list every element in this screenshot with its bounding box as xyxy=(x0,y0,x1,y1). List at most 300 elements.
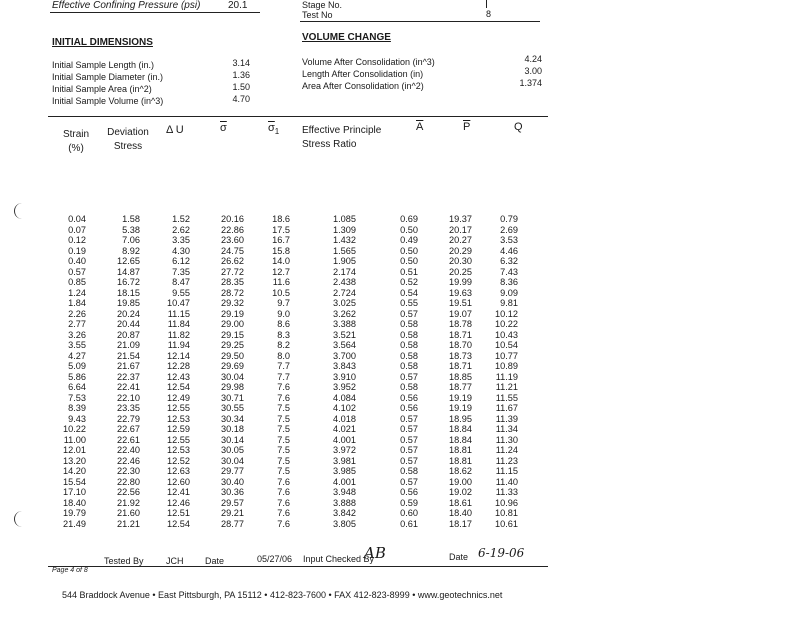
cell-p: 18.61 xyxy=(449,497,472,508)
cell-p: 20.30 xyxy=(449,256,472,266)
cell-stress-ratio: 1.905 xyxy=(333,256,356,266)
cell-strain: 1.84 xyxy=(68,298,86,308)
cell-sigma1: 7.6 xyxy=(277,497,290,508)
test-value: 8 xyxy=(486,9,492,19)
cell-stress-ratio: 4.084 xyxy=(333,392,356,403)
cell-a: 0.56 xyxy=(400,487,418,497)
cell-delta-u: 11.84 xyxy=(167,319,190,329)
cell-strain: 18.40 xyxy=(63,497,86,508)
cell-delta-u: 12.55 xyxy=(167,434,190,445)
cell-q: 9.81 xyxy=(500,298,518,308)
cell-sigma: 23.60 xyxy=(221,235,244,245)
col-strain-label: Strain xyxy=(62,129,90,140)
cell-q: 11.39 xyxy=(495,413,518,424)
cell-deviation-stress: 23.35 xyxy=(117,403,140,413)
cell-stress-ratio: 3.388 xyxy=(333,319,356,329)
table-row xyxy=(48,319,518,330)
cell-deviation-stress: 21.67 xyxy=(117,361,140,371)
cell-p: 18.84 xyxy=(449,434,472,445)
cell-sigma: 28.77 xyxy=(221,518,244,529)
col-stress-ratio-label: Effective Principle xyxy=(302,125,382,136)
cell-deviation-stress: 12.65 xyxy=(117,256,140,266)
cell-stress-ratio: 3.981 xyxy=(333,455,356,466)
area-after-value: 1.374 xyxy=(519,78,542,88)
col-sigma1 xyxy=(268,122,279,136)
cell-a: 0.57 xyxy=(400,371,418,382)
volume-change-values xyxy=(500,53,542,89)
initial-area-value: 1.50 xyxy=(232,82,250,92)
col-deviation xyxy=(100,127,156,152)
cell-sigma1: 12.7 xyxy=(272,266,290,277)
cell-delta-u: 12.53 xyxy=(167,413,190,424)
cell-p: 19.19 xyxy=(449,403,472,413)
cell-delta-u: 11.94 xyxy=(167,340,190,350)
cell-stress-ratio: 1.565 xyxy=(333,245,356,256)
cell-sigma1: 11.6 xyxy=(272,277,290,287)
cell-a: 0.56 xyxy=(400,403,418,413)
initial-diameter-label: Initial Sample Diameter (in.) xyxy=(52,72,164,82)
cell-q: 11.30 xyxy=(495,434,518,445)
cell-delta-u: 12.52 xyxy=(167,455,190,466)
cell-sigma: 20.16 xyxy=(221,214,244,224)
cell-a: 0.58 xyxy=(400,329,418,340)
cell-delta-u: 6.12 xyxy=(172,256,190,266)
cell-delta-u: 12.60 xyxy=(167,476,190,487)
cell-p: 18.84 xyxy=(449,424,472,434)
cell-sigma1: 10.5 xyxy=(272,287,290,298)
cell-a: 0.50 xyxy=(400,245,418,256)
cell-q: 10.89 xyxy=(495,361,518,371)
cell-p: 18.81 xyxy=(449,455,472,466)
header-divider-2 xyxy=(300,21,540,22)
col-delta-u: Δ U xyxy=(166,124,184,136)
cell-sigma1: 7.5 xyxy=(277,434,290,445)
cell-deviation-stress: 22.56 xyxy=(117,487,140,497)
cell-q: 11.67 xyxy=(495,403,518,413)
table-row xyxy=(48,246,518,257)
initial-length-label: Initial Sample Length (in.) xyxy=(52,60,155,70)
cell-a: 0.57 xyxy=(400,455,418,466)
footer-rule xyxy=(48,566,548,567)
cell-sigma: 29.57 xyxy=(221,497,244,508)
cell-a: 0.51 xyxy=(400,266,418,277)
cell-strain: 17.10 xyxy=(63,487,86,497)
cell-q: 3.53 xyxy=(500,235,518,245)
cell-q: 6.32 xyxy=(500,256,518,266)
cell-a: 0.58 xyxy=(400,340,418,350)
cell-q: 10.96 xyxy=(495,497,518,508)
col-stress-ratio xyxy=(302,124,381,152)
cell-a: 0.58 xyxy=(400,361,418,371)
table-row xyxy=(48,214,518,225)
volume-after-value: 4.24 xyxy=(524,54,542,64)
cell-q: 11.34 xyxy=(495,424,518,434)
cell-q: 8.36 xyxy=(500,277,518,287)
punch-hole-bottom xyxy=(14,511,22,527)
cell-strain: 15.54 xyxy=(63,476,86,487)
initial-dimensions-labels xyxy=(52,59,163,107)
cell-sigma1: 7.5 xyxy=(277,455,290,466)
cell-p: 18.81 xyxy=(449,445,472,455)
cell-sigma: 29.00 xyxy=(221,319,244,329)
cell-stress-ratio: 3.972 xyxy=(333,445,356,455)
input-checked-label: Input Checked By xyxy=(303,554,375,564)
cell-sigma: 30.04 xyxy=(221,455,244,466)
table-row xyxy=(48,288,518,299)
cell-deviation-stress: 21.60 xyxy=(117,508,140,518)
col-p: $\overline{P}$ xyxy=(463,121,471,133)
tested-by-label: Tested By xyxy=(104,556,144,566)
table-row xyxy=(48,298,518,309)
cell-deviation-stress: 20.87 xyxy=(117,329,140,340)
cell-q: 9.09 xyxy=(500,287,518,298)
cell-delta-u: 12.49 xyxy=(167,392,190,403)
table-row xyxy=(48,466,518,477)
cell-delta-u: 12.41 xyxy=(167,487,190,497)
col-deviation-label-2: Stress xyxy=(113,141,143,152)
volume-after-label: Volume After Consolidation (in^3) xyxy=(302,57,435,67)
cell-a: 0.58 xyxy=(400,382,418,392)
cell-deviation-stress: 19.85 xyxy=(117,298,140,308)
table-row xyxy=(48,456,518,467)
cell-delta-u: 12.54 xyxy=(167,518,190,529)
stage-label: Stage No. xyxy=(302,0,343,10)
cell-delta-u: 12.63 xyxy=(167,466,190,476)
cell-sigma1: 7.5 xyxy=(277,466,290,476)
cell-strain: 8.39 xyxy=(68,403,86,413)
cell-q: 11.15 xyxy=(495,466,518,476)
cell-a: 0.49 xyxy=(400,235,418,245)
punch-hole-top xyxy=(14,203,22,219)
cell-a: 0.57 xyxy=(400,434,418,445)
cell-a: 0.57 xyxy=(400,413,418,424)
initial-volume-label: Initial Sample Volume (in^3) xyxy=(52,96,164,106)
table-row xyxy=(48,498,518,509)
cell-p: 18.71 xyxy=(449,361,472,371)
cell-p: 18.70 xyxy=(449,340,472,350)
initial-volume-value: 4.70 xyxy=(232,94,250,104)
cell-p: 18.73 xyxy=(449,350,472,361)
cell-a: 0.57 xyxy=(400,445,418,455)
cell-sigma: 24.75 xyxy=(221,245,244,256)
cell-deviation-stress: 16.72 xyxy=(117,277,140,287)
col-strain-unit: (%) xyxy=(68,143,84,154)
cell-sigma: 29.15 xyxy=(221,329,244,340)
cell-sigma: 29.77 xyxy=(221,466,244,476)
cell-q: 10.61 xyxy=(495,518,518,529)
cell-stress-ratio: 2.724 xyxy=(333,287,356,298)
cell-strain: 13.20 xyxy=(63,455,86,466)
initial-diameter-value: 1.36 xyxy=(232,70,250,80)
cell-q: 10.81 xyxy=(495,508,518,518)
cell-sigma1: 17.5 xyxy=(272,224,290,235)
table-row xyxy=(48,519,518,530)
cell-a: 0.56 xyxy=(400,392,418,403)
cell-q: 11.55 xyxy=(495,392,518,403)
cell-sigma1: 16.7 xyxy=(272,235,290,245)
cell-strain: 0.12 xyxy=(68,235,86,245)
cell-q: 10.22 xyxy=(495,319,518,329)
cell-delta-u: 12.28 xyxy=(167,361,190,371)
cell-strain: 7.53 xyxy=(68,392,86,403)
cell-deviation-stress: 22.67 xyxy=(117,424,140,434)
header-tick xyxy=(486,0,487,8)
cell-strain: 0.57 xyxy=(68,266,86,277)
cell-sigma1: 9.7 xyxy=(277,298,290,308)
cell-sigma1: 7.5 xyxy=(277,424,290,434)
cell-p: 19.02 xyxy=(449,487,472,497)
cell-deviation-stress: 20.24 xyxy=(117,308,140,319)
cell-a: 0.61 xyxy=(400,518,418,529)
cell-a: 0.50 xyxy=(400,224,418,235)
cell-strain: 0.40 xyxy=(68,256,86,266)
cell-p: 20.17 xyxy=(449,224,472,235)
cell-sigma1: 7.5 xyxy=(277,445,290,455)
cell-strain: 0.85 xyxy=(68,277,86,287)
cell-strain: 5.09 xyxy=(68,361,86,371)
cell-sigma: 30.55 xyxy=(221,403,244,413)
cell-deviation-stress: 1.58 xyxy=(122,214,140,224)
cell-sigma: 29.19 xyxy=(221,308,244,319)
cell-strain: 21.49 xyxy=(63,518,86,529)
cell-sigma: 30.40 xyxy=(221,476,244,487)
cell-p: 20.29 xyxy=(449,245,472,256)
cell-a: 0.58 xyxy=(400,350,418,361)
cell-q: 11.21 xyxy=(495,382,518,392)
tested-by-value: JCH xyxy=(166,556,184,566)
cell-sigma: 29.32 xyxy=(221,298,244,308)
cell-p: 18.95 xyxy=(449,413,472,424)
cell-delta-u: 12.54 xyxy=(167,382,190,392)
cell-stress-ratio: 1.432 xyxy=(333,235,356,245)
cell-stress-ratio: 3.985 xyxy=(333,466,356,476)
cell-sigma: 30.34 xyxy=(221,413,244,424)
cell-a: 0.58 xyxy=(400,319,418,329)
volume-change-labels xyxy=(302,56,435,92)
results-table xyxy=(48,214,518,529)
header-divider xyxy=(50,12,260,13)
cell-strain: 4.27 xyxy=(68,350,86,361)
table-row xyxy=(48,351,518,362)
cell-sigma1: 7.5 xyxy=(277,403,290,413)
cell-strain: 0.07 xyxy=(68,224,86,235)
cell-stress-ratio: 3.888 xyxy=(333,497,356,508)
cell-p: 18.62 xyxy=(449,466,472,476)
confining-pressure-label: Effective Confining Pressure (psi) xyxy=(52,0,201,11)
cell-strain: 5.86 xyxy=(68,371,86,382)
cell-p: 19.07 xyxy=(449,308,472,319)
cell-sigma: 30.05 xyxy=(221,445,244,455)
cell-p: 19.37 xyxy=(449,214,472,224)
cell-delta-u: 4.30 xyxy=(172,245,190,256)
cell-p: 18.71 xyxy=(449,329,472,340)
cell-sigma1: 8.2 xyxy=(277,340,290,350)
cell-strain: 9.43 xyxy=(68,413,86,424)
cell-strain: 0.04 xyxy=(68,214,86,224)
cell-q: 4.46 xyxy=(500,245,518,256)
cell-delta-u: 1.52 xyxy=(172,214,190,224)
cell-stress-ratio: 2.438 xyxy=(333,277,356,287)
initial-length-value: 3.14 xyxy=(232,58,250,68)
cell-p: 18.78 xyxy=(449,319,472,329)
cell-stress-ratio: 2.174 xyxy=(333,266,356,277)
cell-strain: 11.00 xyxy=(63,434,86,445)
cell-q: 11.40 xyxy=(495,476,518,487)
cell-sigma1: 8.6 xyxy=(277,319,290,329)
cell-stress-ratio: 1.309 xyxy=(333,224,356,235)
cell-deviation-stress: 21.54 xyxy=(117,350,140,361)
cell-p: 19.00 xyxy=(449,476,472,487)
col-deviation-label: Deviation xyxy=(107,127,149,138)
cell-delta-u: 9.55 xyxy=(172,287,190,298)
initial-area-label: Initial Sample Area (in^2) xyxy=(52,84,152,94)
cell-deviation-stress: 22.46 xyxy=(117,455,140,466)
table-row xyxy=(48,235,518,246)
cell-sigma: 30.71 xyxy=(221,392,244,403)
cell-sigma1: 9.0 xyxy=(277,308,290,319)
cell-a: 0.60 xyxy=(400,508,418,518)
cell-deviation-stress: 21.92 xyxy=(117,497,140,508)
cell-p: 18.85 xyxy=(449,371,472,382)
cell-q: 11.33 xyxy=(495,487,518,497)
cell-delta-u: 8.47 xyxy=(172,277,190,287)
cell-sigma1: 7.6 xyxy=(277,487,290,497)
cell-sigma: 30.36 xyxy=(221,487,244,497)
cell-sigma: 29.21 xyxy=(221,508,244,518)
cell-stress-ratio: 3.842 xyxy=(333,508,356,518)
cell-sigma: 29.98 xyxy=(221,382,244,392)
confining-pressure-value: 20.1 xyxy=(228,0,248,11)
cell-a: 0.54 xyxy=(400,287,418,298)
cell-sigma: 29.69 xyxy=(221,361,244,371)
cell-sigma: 27.72 xyxy=(221,266,244,277)
date2-value: 6-19-06 xyxy=(478,546,525,560)
cell-q: 2.69 xyxy=(500,224,518,235)
cell-deviation-stress: 18.15 xyxy=(117,287,140,298)
cell-a: 0.69 xyxy=(400,214,418,224)
cell-strain: 2.77 xyxy=(68,319,86,329)
table-row xyxy=(48,340,518,351)
table-row xyxy=(48,382,518,393)
volume-change-title: VOLUME CHANGE xyxy=(302,32,391,43)
length-after-value: 3.00 xyxy=(524,66,542,76)
cell-p: 19.19 xyxy=(449,392,472,403)
cell-sigma: 30.04 xyxy=(221,371,244,382)
cell-delta-u: 11.15 xyxy=(167,308,190,319)
cell-strain: 12.01 xyxy=(63,445,86,455)
cell-strain: 19.79 xyxy=(63,508,86,518)
cell-strain: 6.64 xyxy=(68,382,86,392)
col-sigma: $\overline{\sigma}$ xyxy=(220,122,227,134)
cell-sigma: 26.62 xyxy=(221,256,244,266)
table-row xyxy=(48,372,518,383)
cell-deviation-stress: 22.10 xyxy=(117,392,140,403)
cell-deviation-stress: 7.06 xyxy=(122,235,140,245)
cell-delta-u: 12.59 xyxy=(167,424,190,434)
table-top-rule xyxy=(48,116,548,117)
cell-p: 20.25 xyxy=(449,266,472,277)
cell-strain: 10.22 xyxy=(63,424,86,434)
cell-stress-ratio: 3.521 xyxy=(333,329,356,340)
cell-q: 11.19 xyxy=(495,371,518,382)
cell-strain: 3.26 xyxy=(68,329,86,340)
cell-a: 0.58 xyxy=(400,466,418,476)
cell-sigma1: 18.6 xyxy=(272,214,290,224)
cell-strain: 14.20 xyxy=(63,466,86,476)
cell-sigma: 30.14 xyxy=(221,434,244,445)
table-row xyxy=(48,267,518,278)
cell-deviation-stress: 22.80 xyxy=(117,476,140,487)
cell-a: 0.50 xyxy=(400,256,418,266)
cell-q: 10.43 xyxy=(495,329,518,340)
cell-strain: 0.19 xyxy=(68,245,86,256)
cell-delta-u: 12.51 xyxy=(167,508,190,518)
cell-delta-u: 12.53 xyxy=(167,445,190,455)
cell-p: 18.77 xyxy=(449,382,472,392)
cell-stress-ratio: 4.102 xyxy=(333,403,356,413)
cell-stress-ratio: 3.910 xyxy=(333,371,356,382)
table-row xyxy=(48,424,518,435)
cell-deviation-stress: 14.87 xyxy=(117,266,140,277)
cell-delta-u: 7.35 xyxy=(172,266,190,277)
cell-stress-ratio: 4.001 xyxy=(333,434,356,445)
cell-deviation-stress: 22.30 xyxy=(117,466,140,476)
cell-a: 0.59 xyxy=(400,497,418,508)
table-row xyxy=(48,435,518,446)
cell-delta-u: 12.43 xyxy=(167,371,190,382)
cell-stress-ratio: 3.805 xyxy=(333,518,356,529)
cell-q: 11.24 xyxy=(495,445,518,455)
table-row xyxy=(48,309,518,320)
cell-p: 19.51 xyxy=(449,298,472,308)
cell-sigma1: 7.6 xyxy=(277,382,290,392)
initial-dimensions-title: INITIAL DIMENSIONS xyxy=(52,37,153,48)
cell-stress-ratio: 4.018 xyxy=(333,413,356,424)
cell-q: 7.43 xyxy=(500,266,518,277)
cell-delta-u: 10.47 xyxy=(167,298,190,308)
cell-q: 10.77 xyxy=(495,350,518,361)
company-address: 544 Braddock Avenue • East Pittsburgh, PA 15112 • 412-823-7600 • FAX 412-823-8999 • www.geotechnics.net xyxy=(62,590,503,600)
table-row xyxy=(48,445,518,456)
cell-p: 19.99 xyxy=(449,277,472,287)
cell-sigma1: 7.6 xyxy=(277,392,290,403)
cell-p: 18.40 xyxy=(449,508,472,518)
cell-stress-ratio: 3.564 xyxy=(333,340,356,350)
cell-p: 18.17 xyxy=(449,518,472,529)
cell-sigma: 29.50 xyxy=(221,350,244,361)
cell-a: 0.57 xyxy=(400,476,418,487)
table-row xyxy=(48,403,518,414)
cell-delta-u: 12.46 xyxy=(167,497,190,508)
cell-deviation-stress: 5.38 xyxy=(122,224,140,235)
table-row xyxy=(48,393,518,404)
cell-deviation-stress: 22.37 xyxy=(117,371,140,382)
col-sigma1-subscript: 1 xyxy=(274,127,280,137)
table-row xyxy=(48,414,518,425)
col-q: Q xyxy=(514,121,523,133)
cell-deviation-stress: 21.09 xyxy=(117,340,140,350)
cell-deviation-stress: 8.92 xyxy=(122,245,140,256)
cell-sigma1: 8.3 xyxy=(277,329,290,340)
table-row xyxy=(48,256,518,267)
cell-p: 20.27 xyxy=(449,235,472,245)
cell-sigma: 29.25 xyxy=(221,340,244,350)
cell-deviation-stress: 21.21 xyxy=(117,518,140,529)
col-a: $\overline{A}$ xyxy=(416,121,424,133)
cell-a: 0.52 xyxy=(400,277,418,287)
checked-by-signature: AB xyxy=(364,544,386,562)
cell-deviation-stress: 20.44 xyxy=(117,319,140,329)
